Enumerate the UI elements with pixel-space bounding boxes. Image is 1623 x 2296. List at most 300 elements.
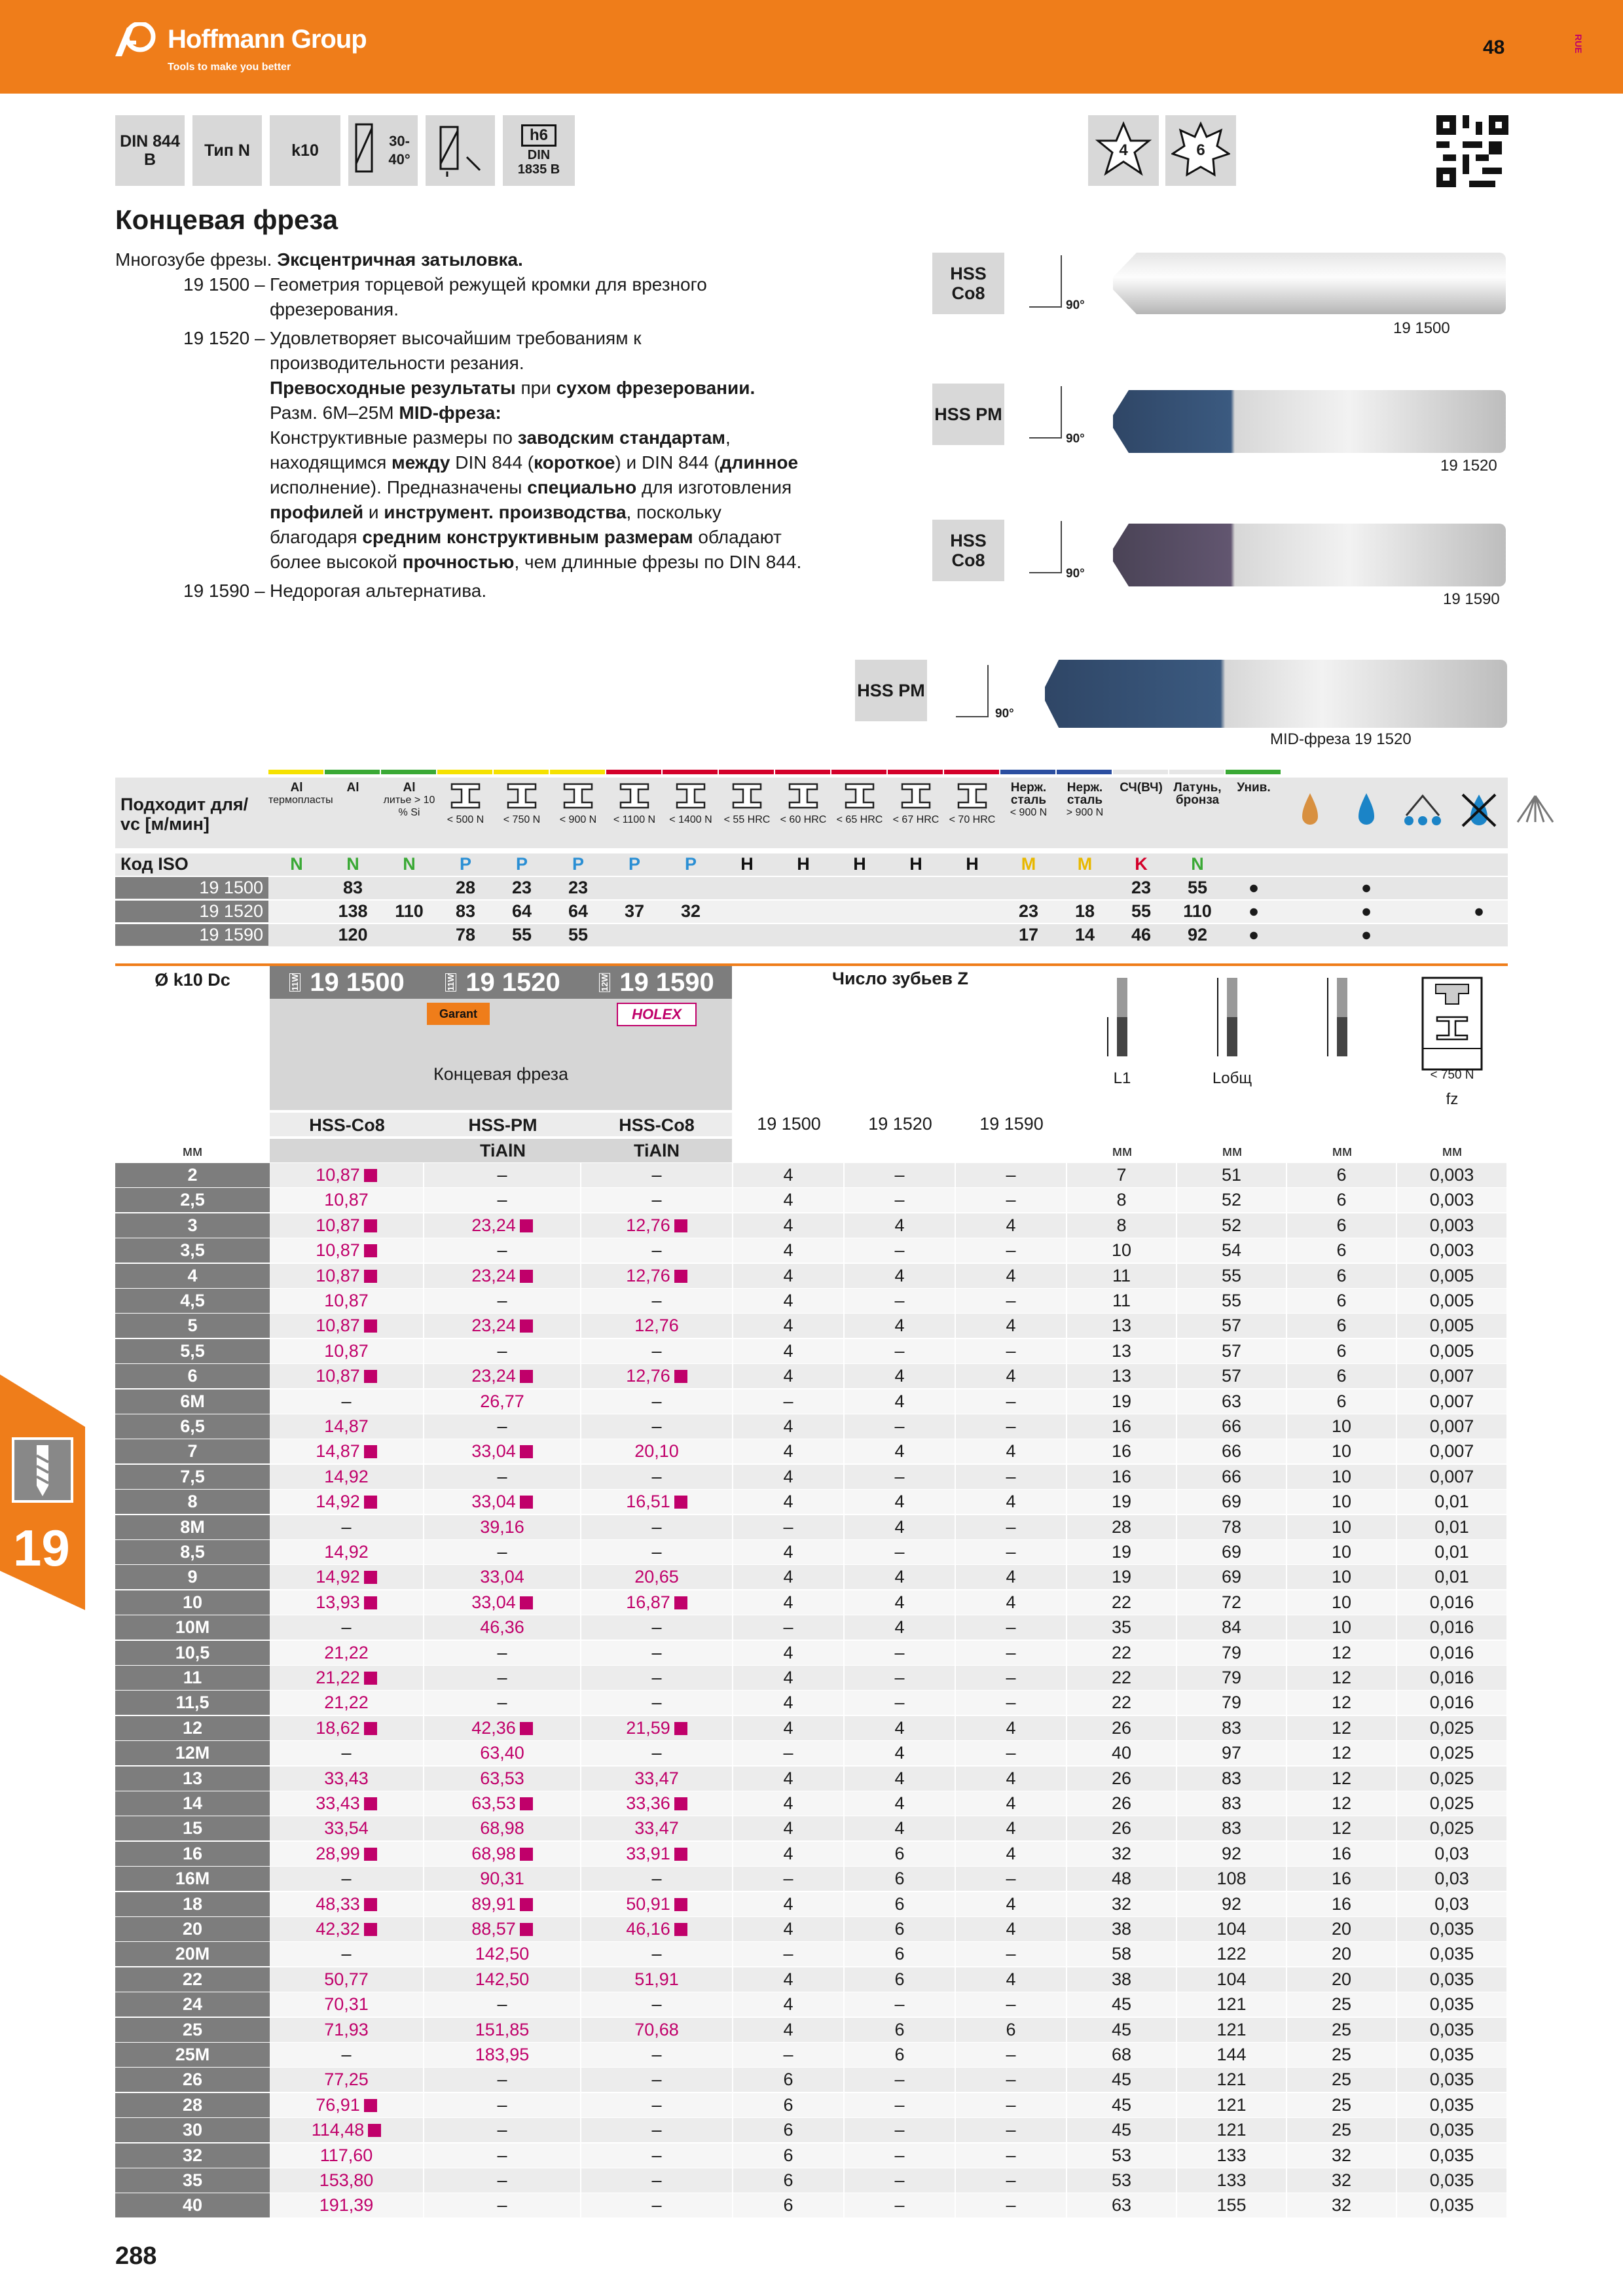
price-cell[interactable] (424, 1238, 580, 1263)
stock-indicator-icon (674, 1848, 687, 1861)
price-cell[interactable] (424, 1691, 580, 1715)
suitability-row (115, 924, 1508, 946)
total-length-cell: 66 (1177, 1439, 1286, 1463)
price-cell[interactable] (581, 1967, 732, 1992)
stock-indicator-icon (520, 1445, 533, 1458)
l1-cell: 45 (1067, 2118, 1176, 2142)
cutting-speed-cell (606, 877, 663, 899)
stock-indicator-icon (364, 1319, 377, 1333)
material-column-header: Al литье > 10 % Si (383, 781, 435, 818)
material-color-bar (325, 770, 380, 774)
price-cell[interactable] (581, 1238, 732, 1263)
teeth-1500: – (733, 1867, 843, 1891)
feed-cell: 0,016 (1397, 1641, 1506, 1665)
brand-logo[interactable] (115, 22, 367, 73)
price-cell[interactable] (581, 2193, 732, 2217)
table-row (115, 1767, 1508, 1791)
price-value: 68,98 (471, 1843, 516, 1863)
price-cell[interactable] (581, 2043, 732, 2067)
price-cell[interactable] (581, 1364, 732, 1388)
price-cell[interactable] (424, 2193, 580, 2217)
total-length-cell: 69 (1177, 1540, 1286, 1564)
material-color-bar (606, 770, 661, 774)
total-length-cell: 66 (1177, 1414, 1286, 1439)
price-cell[interactable] (270, 2018, 423, 2042)
price-value: – (651, 1693, 662, 1713)
feed-cell: 0,03 (1397, 1842, 1506, 1866)
price-value: 33,91 (626, 1843, 670, 1863)
total-length-cell: 66 (1177, 1465, 1286, 1489)
shank-tolerance: h6 (521, 124, 556, 147)
price-cell[interactable] (581, 1163, 732, 1187)
tool4-caption: MID-фреза 19 1520 (1270, 730, 1412, 748)
shank-cell: 6 (1287, 1264, 1396, 1288)
price-cell[interactable] (270, 1791, 423, 1816)
cutting-speed-cell (663, 924, 719, 946)
price-cell[interactable] (270, 1213, 423, 1238)
teeth-column-header: 19 1520 (868, 1114, 932, 1134)
price-value: – (497, 1542, 507, 1562)
price-cell[interactable] (270, 1188, 423, 1212)
teeth-4-badge (1088, 115, 1159, 186)
price-cell[interactable] (424, 1892, 580, 1916)
price-cell[interactable] (424, 1666, 580, 1690)
shank-cell: 10 (1287, 1515, 1396, 1539)
price-cell[interactable] (270, 1867, 423, 1891)
price-cell[interactable] (424, 1867, 580, 1891)
desc-intro: Многозубе фрезы. (115, 249, 278, 270)
price-cell[interactable] (270, 1767, 423, 1791)
price-cell[interactable] (424, 2118, 580, 2142)
desc-text-2a: Удовлетворяет высочайшим требованиям к (270, 328, 642, 348)
price-cell[interactable] (424, 1465, 580, 1489)
price-cell[interactable] (424, 1540, 580, 1564)
price-value: 63,53 (480, 1768, 524, 1788)
price-cell[interactable] (424, 1791, 580, 1816)
price-cell[interactable] (424, 1716, 580, 1740)
price-cell[interactable] (581, 2118, 732, 2142)
table-row (115, 2068, 1508, 2092)
feed-icon (1397, 971, 1507, 1109)
shank-cell: 10 (1287, 1490, 1396, 1514)
diameter-cell: 6M (115, 1390, 270, 1414)
price-value: 33,04 (471, 1592, 516, 1612)
stock-indicator-icon (364, 1898, 377, 1911)
tool-coating: TiAlN (424, 1139, 581, 1162)
price-cell[interactable] (270, 1490, 423, 1514)
tool1-angle: 90° (1066, 298, 1085, 312)
price-value: 10,87 (324, 1190, 369, 1210)
cutting-speed-cell: 14 (1074, 925, 1095, 944)
material-column-header: < 70 HRC (944, 781, 1000, 847)
price-cell[interactable] (581, 1590, 732, 1615)
diameter-cell: 14 (115, 1791, 270, 1816)
price-cell[interactable] (581, 1691, 732, 1715)
qr-code-icon[interactable] (1436, 115, 1508, 187)
total-length-cell: 57 (1177, 1364, 1286, 1388)
price-value: – (651, 1542, 662, 1562)
coolant-cell (1395, 924, 1451, 946)
price-cell[interactable] (270, 1390, 423, 1414)
feed-cell: 0,016 (1397, 1590, 1506, 1615)
price-cell[interactable] (424, 1992, 580, 2017)
cutting-speed-cell: 37 (624, 901, 645, 921)
price-value: 23,24 (471, 1265, 516, 1285)
teeth-1520: 6 (845, 1917, 955, 1941)
teeth-1590: 4 (956, 1213, 1066, 1238)
stock-indicator-icon (520, 1722, 533, 1735)
price-cell[interactable] (424, 2043, 580, 2067)
price-cell[interactable] (270, 1641, 423, 1665)
price-cell[interactable] (581, 1390, 732, 1414)
price-cell[interactable] (581, 1741, 732, 1765)
teeth-1520: – (845, 1414, 955, 1439)
l1-cell: 45 (1067, 2018, 1176, 2042)
price-cell[interactable] (581, 1716, 732, 1740)
l1-cell: 19 (1067, 1540, 1176, 1564)
diameter-cell: 3,5 (115, 1238, 270, 1263)
cutting-speed-cell: 83 (455, 901, 476, 921)
price-cell[interactable] (424, 2168, 580, 2193)
price-value: 14,87 (316, 1441, 360, 1462)
l1-cell: 38 (1067, 1967, 1176, 1992)
teeth-1590: 4 (956, 1490, 1066, 1514)
price-value: – (341, 1516, 352, 1537)
diameter-cell: 8M (115, 1515, 270, 1539)
price-cell[interactable] (270, 2168, 423, 2193)
price-cell[interactable] (581, 1791, 732, 1816)
price-cell[interactable] (270, 1666, 423, 1690)
price-value: 10,87 (316, 1165, 360, 1185)
cutting-speed-cell (775, 901, 831, 922)
iso-label: Код ISO (120, 854, 189, 874)
price-value: 153,80 (319, 2170, 374, 2190)
teeth-1590: 4 (956, 1816, 1066, 1840)
teeth-1500: 4 (733, 1289, 843, 1313)
iso-code-cell: K (1135, 854, 1148, 874)
price-cell[interactable] (581, 1339, 732, 1363)
price-cell[interactable] (581, 2168, 732, 2193)
price-cell[interactable] (581, 1892, 732, 1916)
diameter-cell: 40 (115, 2193, 270, 2217)
price-value: – (651, 1240, 662, 1261)
price-cell[interactable] (424, 1213, 580, 1238)
diameter-cell: 28 (115, 2093, 270, 2117)
product-name: Концевая фреза (433, 1064, 569, 1084)
price-cell[interactable] (581, 1314, 732, 1338)
price-cell[interactable] (581, 2068, 732, 2092)
price-cell[interactable] (270, 1289, 423, 1313)
price-cell[interactable] (424, 1842, 580, 1866)
l1-cell: 53 (1067, 2168, 1176, 2193)
price-cell[interactable] (581, 2018, 732, 2042)
tool2-geometry-icon (1029, 386, 1062, 439)
feed-cell: 0,003 (1397, 1188, 1506, 1212)
table-row (115, 1992, 1508, 2017)
price-cell[interactable] (270, 1163, 423, 1187)
price-cell[interactable] (270, 1590, 423, 1615)
l1-cell: 16 (1067, 1465, 1176, 1489)
price-cell[interactable] (581, 1289, 732, 1313)
price-cell[interactable] (581, 1565, 732, 1589)
price-cell[interactable] (270, 1314, 423, 1338)
price-cell[interactable] (581, 1264, 732, 1288)
l1-cell: 22 (1067, 1691, 1176, 1715)
price-cell[interactable] (424, 1967, 580, 1992)
teeth-6-badge (1165, 115, 1236, 186)
price-cell[interactable] (424, 1565, 580, 1589)
price-value: 33,04 (471, 1492, 516, 1512)
price-cell[interactable] (424, 1439, 580, 1463)
teeth-1500: 4 (733, 1314, 843, 1338)
price-cell[interactable] (424, 1490, 580, 1514)
price-cell[interactable] (270, 1565, 423, 1589)
price-cell[interactable] (581, 1942, 732, 1966)
price-cell[interactable] (270, 1942, 423, 1966)
price-cell[interactable] (270, 2118, 423, 2142)
price-cell[interactable] (424, 2093, 580, 2117)
price-value: 23,24 (471, 1215, 516, 1235)
oil-drop-icon (1282, 789, 1338, 832)
price-value: 33,43 (316, 1793, 360, 1813)
price-cell[interactable] (270, 1414, 423, 1439)
price-value: 14,87 (324, 1416, 369, 1436)
teeth-1590: 4 (956, 1716, 1066, 1740)
price-cell[interactable] (581, 1515, 732, 1539)
price-cell[interactable] (424, 1188, 580, 1212)
tool1-geometry-icon (1029, 255, 1062, 308)
diameter-cell: 12 (115, 1716, 270, 1740)
price-value: – (341, 1617, 352, 1638)
price-cell[interactable] (270, 1741, 423, 1765)
price-cell[interactable] (270, 1264, 423, 1288)
teeth-1520: 6 (845, 1892, 955, 1916)
price-cell[interactable] (424, 1364, 580, 1388)
price-value: 10,87 (324, 1340, 369, 1361)
total-length-cell: 97 (1177, 1741, 1286, 1765)
cutting-speed-cell: 23 (1018, 901, 1039, 921)
cutting-speed-cell (944, 877, 1000, 899)
total-length-cell: 54 (1177, 1238, 1286, 1263)
price-cell[interactable] (581, 1842, 732, 1866)
price-cell[interactable] (424, 2018, 580, 2042)
price-cell[interactable] (424, 1942, 580, 1966)
total-length-cell: 69 (1177, 1565, 1286, 1589)
price-cell[interactable] (581, 1490, 732, 1514)
price-cell[interactable] (581, 1867, 732, 1891)
price-cell[interactable] (424, 1615, 580, 1640)
unit-label: мм (1332, 1143, 1353, 1159)
price-cell[interactable] (424, 1414, 580, 1439)
total-length-cell: 55 (1177, 1264, 1286, 1288)
price-value: – (497, 1668, 507, 1687)
feed-cell: 0,035 (1397, 2168, 1506, 2193)
iso-code-cell: H (853, 854, 866, 874)
cutting-speed-cell (888, 901, 944, 922)
price-cell[interactable] (270, 1816, 423, 1840)
feed-cell: 0,01 (1397, 1490, 1506, 1514)
diameter-cell: 15 (115, 1816, 270, 1840)
price-cell[interactable] (424, 1339, 580, 1363)
feed-cell: 0,01 (1397, 1515, 1506, 1539)
price-value: 23,24 (471, 1366, 516, 1386)
price-value: – (497, 2094, 507, 2115)
cutting-speed-cell (831, 924, 888, 946)
l1-cell: 13 (1067, 1339, 1176, 1363)
price-cell[interactable] (581, 1465, 732, 1489)
price-cell[interactable] (270, 1465, 423, 1489)
price-cell[interactable] (270, 1967, 423, 1992)
tool1-caption: 19 1500 (1393, 319, 1450, 337)
shank-cell: 16 (1287, 1842, 1396, 1866)
price-cell[interactable] (424, 1590, 580, 1615)
price-cell[interactable] (270, 1691, 423, 1715)
price-cell[interactable] (581, 1992, 732, 2017)
price-cell[interactable] (581, 1767, 732, 1791)
teeth-1500: 4 (733, 1816, 843, 1840)
price-cell[interactable] (270, 2043, 423, 2067)
cutting-speed-cell (831, 901, 888, 922)
cutting-speed-cell (268, 901, 325, 922)
price-value: 90,31 (480, 1869, 524, 1889)
price-cell[interactable] (581, 1666, 732, 1690)
total-length-cell: 144 (1177, 2043, 1286, 2067)
stock-indicator-icon (364, 1571, 377, 1584)
price-cell[interactable] (581, 2144, 732, 2168)
price-cell[interactable] (424, 1390, 580, 1414)
price-cell[interactable] (270, 1439, 423, 1463)
price-value: 18,62 (316, 1717, 360, 1738)
teeth-1520: 6 (845, 1942, 955, 1966)
teeth-1590: 4 (956, 1590, 1066, 1615)
cutting-speed-cell (888, 924, 944, 946)
price-value: 76,91 (316, 2094, 360, 2115)
price-cell[interactable] (424, 1163, 580, 1187)
table-row (115, 1917, 1508, 1942)
shank-cell: 10 (1287, 1439, 1396, 1463)
stock-indicator-icon (520, 1370, 533, 1383)
unit-label: мм (1442, 1143, 1463, 1159)
tool3-material: HSS Co8 (932, 520, 1004, 581)
total-length-cell: 155 (1177, 2193, 1286, 2217)
price-cell[interactable] (424, 1314, 580, 1338)
section-number: 19 (13, 1519, 70, 1577)
price-cell[interactable] (581, 1641, 732, 1665)
total-length-cell: 121 (1177, 1992, 1286, 2017)
material-column-header: Al термопласты (268, 781, 333, 806)
teeth-1590: – (956, 2168, 1066, 2193)
price-value: – (497, 2145, 507, 2165)
material-color-bar (494, 770, 549, 774)
cutting-speed-cell: ● (1248, 925, 1260, 944)
price-cell[interactable] (270, 1917, 423, 1941)
shank-diameter-icon (1287, 971, 1397, 1109)
price-cell[interactable] (581, 1917, 732, 1941)
coolant-cell: ● (1360, 878, 1372, 897)
iso-code-cell: P (572, 854, 584, 874)
price-cell[interactable] (270, 2144, 423, 2168)
shank-cell: 25 (1287, 2018, 1396, 2042)
price-cell[interactable] (581, 1816, 732, 1840)
cutting-speed-cell (268, 877, 325, 899)
table-row (115, 1892, 1508, 1917)
price-value: – (651, 1617, 662, 1638)
price-cell[interactable] (270, 1515, 423, 1539)
feed-cell: 0,005 (1397, 1339, 1506, 1363)
shank-cell: 32 (1287, 2168, 1396, 2193)
price-cell[interactable] (424, 1917, 580, 1941)
steel-beam-icon (663, 781, 719, 814)
price-cell[interactable] (581, 1540, 732, 1564)
price-cell[interactable] (270, 1992, 423, 2017)
desc-code-1: 19 1500 – (183, 274, 265, 295)
price-cell[interactable] (581, 1439, 732, 1463)
price-cell[interactable] (581, 1188, 732, 1212)
price-cell[interactable] (581, 1615, 732, 1640)
price-value: 50,77 (324, 1969, 369, 1989)
price-cell[interactable] (424, 1641, 580, 1665)
tool3-angle: 90° (1066, 567, 1085, 581)
price-cell[interactable] (270, 1540, 423, 1564)
shank-cell: 6 (1287, 1364, 1396, 1388)
l1-cell: 19 (1067, 1565, 1176, 1589)
tool3-geometry-icon (1029, 521, 1062, 573)
diameter-cell: 8,5 (115, 1540, 270, 1564)
price-cell[interactable] (424, 1289, 580, 1313)
feed-cell: 0,035 (1397, 2093, 1506, 2117)
price-value: – (341, 2045, 352, 2064)
price-cell[interactable] (270, 2193, 423, 2217)
price-cell[interactable] (270, 2068, 423, 2092)
teeth-1520: 6 (845, 1967, 955, 1992)
desc-text-2b: производительности резания. (270, 353, 524, 373)
price-cell[interactable] (424, 2144, 580, 2168)
shank-badge (503, 115, 575, 186)
suitability-row (115, 901, 1508, 923)
l1-dimension-icon (1067, 971, 1177, 1109)
price-cell[interactable] (424, 2068, 580, 2092)
price-cell[interactable] (424, 1264, 580, 1288)
price-cell[interactable] (424, 1515, 580, 1539)
price-cell[interactable] (424, 1741, 580, 1765)
price-cell[interactable] (270, 1364, 423, 1388)
price-cell[interactable] (270, 1615, 423, 1640)
price-cell[interactable] (581, 1213, 732, 1238)
diameter-cell: 20 (115, 1917, 270, 1941)
teeth-1500: – (733, 1615, 843, 1640)
price-cell[interactable] (270, 1339, 423, 1363)
feed-cell: 0,035 (1397, 1917, 1506, 1941)
price-cell[interactable] (270, 1716, 423, 1740)
price-cell[interactable] (270, 1842, 423, 1866)
price-cell[interactable] (581, 2093, 732, 2117)
price-cell[interactable] (424, 1816, 580, 1840)
material-color-bar (888, 770, 943, 774)
price-cell[interactable] (424, 1767, 580, 1791)
table-row (115, 2018, 1508, 2043)
cutting-speed-cell: 120 (338, 925, 368, 944)
price-cell[interactable] (270, 2093, 423, 2117)
feed-cell: 0,025 (1397, 1716, 1506, 1740)
price-cell[interactable] (270, 1892, 423, 1916)
feed-cell: 0,035 (1397, 2193, 1506, 2217)
teeth-1590: – (956, 1691, 1066, 1715)
cutting-speed-cell (719, 877, 775, 899)
price-cell[interactable] (270, 1238, 423, 1263)
iso-code-cell: N (1191, 854, 1204, 874)
price-cell[interactable] (581, 1414, 732, 1439)
shank-cell: 6 (1287, 1188, 1396, 1212)
